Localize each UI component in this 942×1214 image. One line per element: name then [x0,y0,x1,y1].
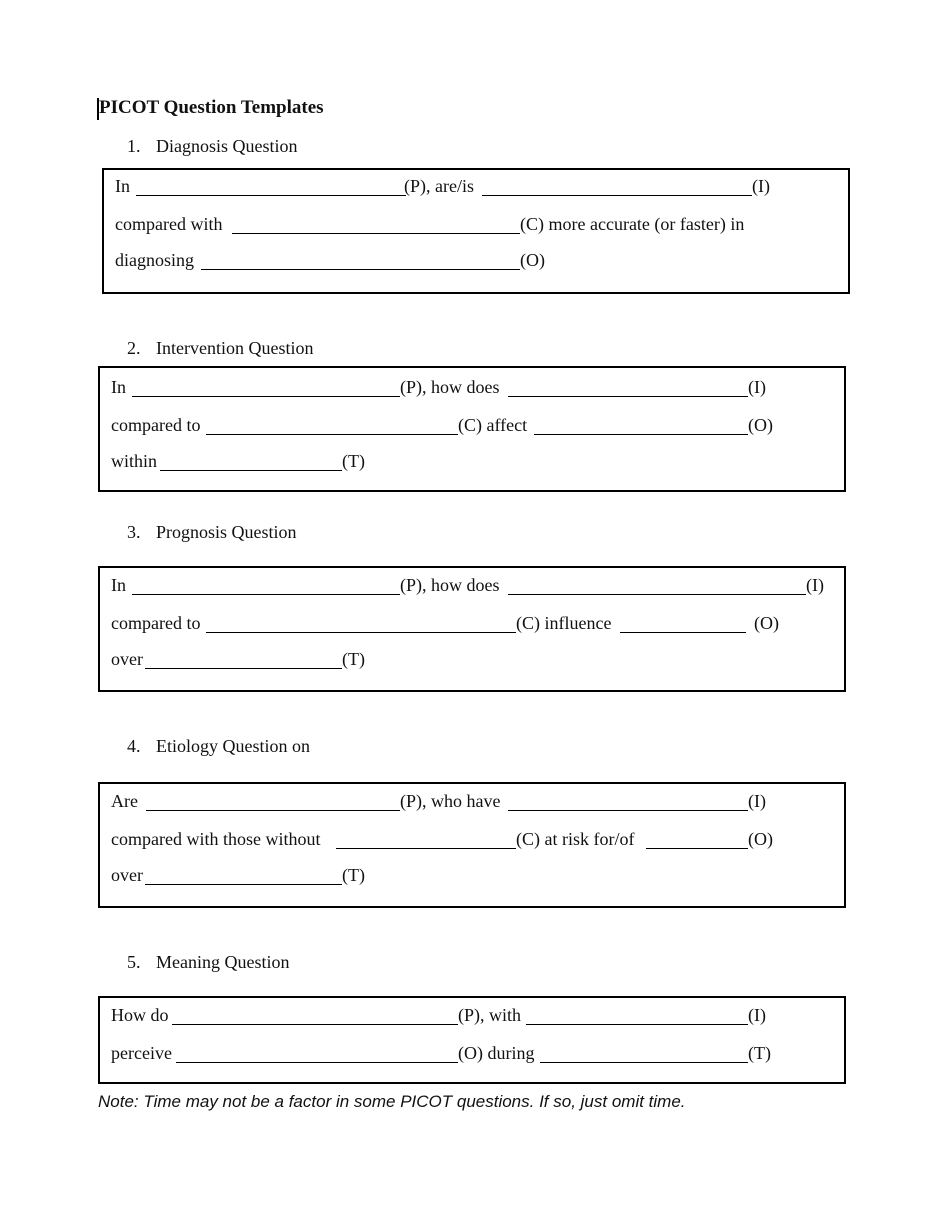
template-text: (C) influence [516,613,612,633]
section-number: 4. [127,736,141,756]
template-text: (P), how does [400,575,500,595]
blank-field-o[interactable] [646,848,748,849]
template-text: within [111,451,158,471]
template-text: In [111,575,126,595]
section-number: 3. [127,522,141,542]
section-title: Intervention Question [156,338,314,358]
section-heading-diagnosis [127,136,298,157]
section-heading-etiology [127,736,310,757]
section-title: Diagnosis Question [156,136,298,156]
template-text: (T) [342,649,365,669]
template-text: diagnosing [115,250,194,270]
template-box-prognosis [98,566,846,692]
blank-field-c[interactable] [206,632,516,633]
blank-field-i[interactable] [526,1024,748,1025]
footnote: Note: Time may not be a factor in some PICOT questions. If so, just omit time. [98,1092,686,1111]
blank-field-i[interactable] [508,594,806,595]
template-box-intervention [98,366,846,492]
blank-field-t[interactable] [160,470,342,471]
template-text: compared to [111,613,201,633]
template-box-etiology [98,782,846,908]
template-text: over [111,649,143,669]
template-text: (O) [754,613,779,633]
blank-field-p[interactable] [132,396,400,397]
section-number: 1. [127,136,141,156]
section-number: 2. [127,338,141,358]
template-text: (C) more accurate (or faster) in [520,214,745,234]
page-title: PICOT Question Templates [99,97,324,118]
template-box-diagnosis [102,168,850,294]
template-text: (T) [748,1043,771,1063]
blank-field-i[interactable] [508,810,748,811]
template-text: (P), how does [400,377,500,397]
template-text: compared with [115,214,223,234]
blank-field-c[interactable] [232,233,520,234]
template-box-meaning [98,996,846,1084]
blank-field-o[interactable] [534,434,748,435]
template-text: (T) [342,865,365,885]
section-title: Prognosis Question [156,522,297,542]
template-text: (P), with [458,1005,521,1025]
section-number: 5. [127,952,141,972]
blank-field-p[interactable] [136,195,406,196]
section-title: Meaning Question [156,952,290,972]
template-text: How do [111,1005,169,1025]
template-text: (I) [748,791,766,811]
blank-field-i[interactable] [508,396,748,397]
blank-field-p[interactable] [172,1024,458,1025]
template-text: (O) [748,415,773,435]
template-text: (I) [748,1005,766,1025]
blank-field-o[interactable] [620,632,746,633]
section-heading-intervention [127,338,313,359]
template-text: (I) [806,575,824,595]
template-text: over [111,865,143,885]
template-text: compared with those without [111,829,321,849]
template-text: (P), are/is [404,176,474,196]
template-text: (C) affect [458,415,528,435]
blank-field-t[interactable] [145,668,342,669]
template-text: compared to [111,415,201,435]
blank-field-p[interactable] [132,594,400,595]
section-title: Etiology Question on [156,736,310,756]
template-text: In [111,377,126,397]
template-text: (I) [752,176,770,196]
template-text: Are [111,791,138,811]
blank-field-p[interactable] [146,810,400,811]
blank-field-c[interactable] [206,434,458,435]
template-text: perceive [111,1043,172,1063]
template-text: (O) [520,250,545,270]
template-text: (O) during [458,1043,535,1063]
blank-field-t[interactable] [145,884,342,885]
blank-field-o[interactable] [201,269,520,270]
template-text: (C) at risk for/of [516,829,635,849]
section-heading-meaning [127,952,289,973]
blank-field-t[interactable] [540,1062,748,1063]
template-text: (I) [748,377,766,397]
blank-field-c[interactable] [336,848,516,849]
template-text: In [115,176,130,196]
template-text: (O) [748,829,773,849]
template-text: (P), who have [400,791,501,811]
blank-field-o[interactable] [176,1062,458,1063]
template-text: (T) [342,451,365,471]
section-heading-prognosis [127,522,297,543]
blank-field-i[interactable] [482,195,752,196]
